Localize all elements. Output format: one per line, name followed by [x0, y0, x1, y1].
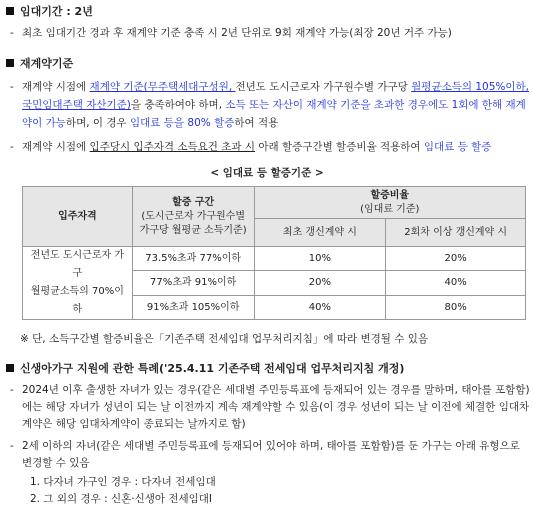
first-rate-cell: 20%: [254, 271, 386, 295]
square-bullet-icon: [6, 7, 14, 15]
header-range: 할증 구간 (도시근로자 가구원수별 가구당 월평균 소득기준): [132, 187, 254, 247]
table-caption: < 임대료 등 할증기준 >: [210, 167, 324, 179]
newborn-bullet-2: - 2세 이하의 자녀(같은 세대별 주민등록표에 등재되어 있어야 하며, 태아를 포함함)를 둔 가구는 아래 유형으로 변경할 수 있음: [0, 438, 532, 472]
square-bullet-icon: [6, 59, 14, 67]
second-rate-cell: 40%: [386, 271, 526, 295]
header-qualification: 입주자격: [23, 187, 133, 247]
newborn-bullet-1: - 2024년 이후 출생한 자녀가 있는 경우(같은 세대별 주민등록표에 등재되어 있는 경우를 말하며, 태아를 포함함)에는 해당 자녀가 성년이 되는 날 이전까지 계속 재계약할 수 있음(이 경우 성년이 되는 날 이전에 체결한 임대차계약은 해당 임대차계약이 종료되는 날까지로 함): [0, 382, 532, 433]
range-cell: 77%초과 91%이하: [132, 271, 254, 295]
section-heading-renewal: 재계약기준: [6, 55, 73, 72]
section-heading-newborn: 신생아가구 지원에 관한 특례('25.4.11 기존주택 전세임대 업무처리지침 개정): [6, 360, 404, 377]
range-cell: 91%초과 105%이하: [132, 295, 254, 319]
header-rate: 할증비율 (임대료 기준): [254, 187, 525, 219]
section-heading-lease-term: 임대기간 : 2년: [6, 3, 93, 20]
surcharge-note: ※ 단, 소득구간별 할증비율은「기존주택 전세임대 업무처리지침」에 따라 변경될 수 있음: [20, 333, 429, 345]
second-rate-cell: 80%: [386, 295, 526, 319]
surcharge-table: [22, 186, 526, 320]
surcharge-bullet: - 재계약 시점에 입주당시 입주자격 소득요건 초과 시 아래 할증구간별 할증비율 적용하여 임대료 등 할증: [0, 139, 534, 156]
table-row: [23, 247, 526, 271]
newborn-option-1: 1. 다자녀 가구인 경우 : 다자녀 전세임대: [30, 476, 216, 488]
newborn-option-2: 2. 그 외의 경우 : 신혼·신생아 전세임대Ⅰ: [30, 493, 213, 505]
lease-term-bullet: - 최초 임대기간 경과 후 재계약 기준 충족 시 2년 단위로 9회 재계약 가능(최장 20년 거주 가능): [0, 25, 534, 42]
square-bullet-icon: [6, 364, 14, 372]
header-first-renewal: 최초 갱신계약 시: [254, 219, 386, 247]
second-rate-cell: 20%: [386, 247, 526, 271]
renewal-criteria-bullet: - 재계약 시점에 재계약 기준(무주택세대구성원, 전년도 도시근로자 가구원수별 가구당 월평균소득의 105%이하, 국민임대주택 자산기준)을 충족하여야 하며, 소득 또는 자산이 재계약 기준을 초과한 경우에도 1회에 한해 재계약이 가능하며, 이 경우 임대료 등을 80% 할증하여 적용: [0, 78, 532, 132]
header-second-renewal: 2회차 이상 갱신계약 시: [386, 219, 526, 247]
first-rate-cell: 10%: [254, 247, 386, 271]
first-rate-cell: 40%: [254, 295, 386, 319]
qualification-cell: 전년도 도시근로자 가구 월평균소득의 70%이하: [23, 247, 133, 320]
range-cell: 73.5%초과 77%이하: [132, 247, 254, 271]
